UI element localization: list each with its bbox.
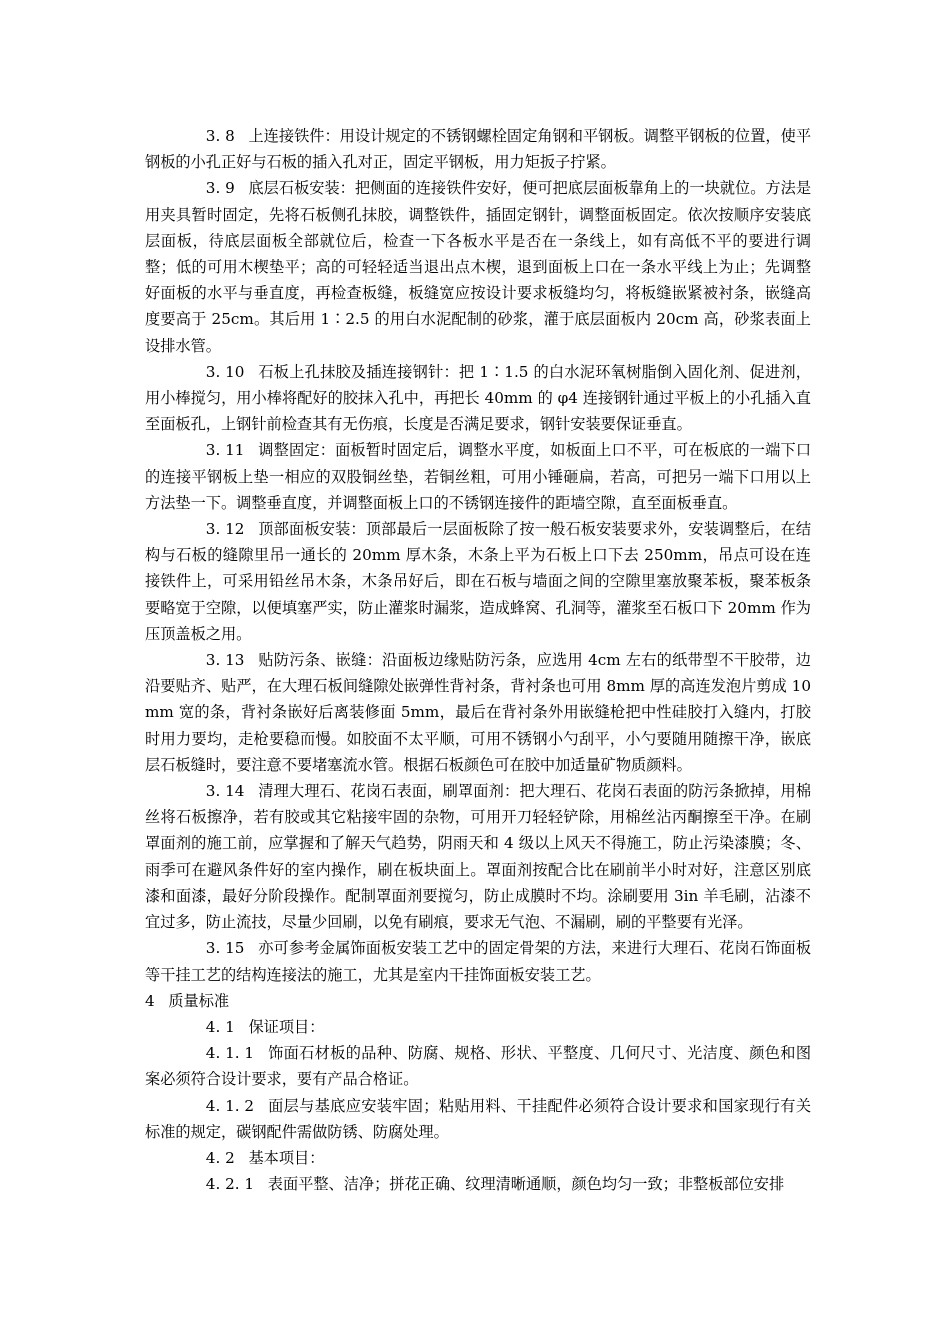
- paragraph-number: 4. 1. 2: [205, 1096, 255, 1115]
- paragraph-4-2: [145, 1145, 811, 1171]
- paragraph-4-1-2: [145, 1093, 811, 1145]
- paragraph-number: 3. 10: [205, 362, 245, 381]
- paragraph-text: 上连接铁件：用设计规定的不锈钢螺栓固定角钢和平钢板。调整平钢板的位置，使平钢板的小孔正好与石板的插入孔对正，固定平钢板，用力矩扳子拧紧。: [145, 127, 811, 172]
- paragraph-3-8: [145, 123, 811, 175]
- paragraph-3-15: [145, 935, 811, 987]
- paragraph-text: 保证项目：: [248, 1017, 325, 1036]
- paragraph-4-2-1: [145, 1171, 811, 1197]
- paragraph-number: 4. 2: [205, 1148, 235, 1167]
- paragraph-number: 3. 8: [205, 127, 235, 145]
- paragraph-3-10: [145, 359, 811, 438]
- section-heading: [145, 988, 811, 1014]
- paragraph-text: 饰面石材板的品种、防腐、规格、形状、平整度、几何尺寸、光洁度、颜色和图案必须符合设计要求，要有产品合格证。: [145, 1044, 811, 1089]
- paragraph-4-1-1: [145, 1040, 811, 1092]
- paragraph-3-11: [145, 437, 811, 516]
- paragraph-text: 清理大理石、花岗石表面，刷罩面剂：把大理石、花岗石表面的防污条掀掉，用棉丝将石板擦净，若有胶或其它粘接牢固的杂物，可用开刀轻轻铲除，用棉丝沾丙酮擦至干净。在刷罩面剂的施工前，应掌握和了解天气趋势，阴雨天和 4 级以上风天不得施工，防止污染漆膜；冬、雨季可在避风条件好的室内操作，刷在板块面上。罩面剂按配合比在刷前半小时对好，注意区别底漆和面漆，最好分阶段操作。配制罩面剂要搅匀，防止成膜时不均。涂刷要用 3in 羊毛刷，沾漆不宜过多，防止流技，尽量少回刷，以免有刷痕，要求无气泡、不漏刷，刷的平整要有光泽。: [145, 782, 811, 932]
- paragraph-text: 贴防污条、嵌缝：沿面板边缘贴防污条，应选用 4cm 左右的纸带型不干胶带，边沿要贴齐、贴严，在大理石板间缝隙处嵌弹性背衬条，背衬条也可用 8mm 厚的高连发泡片剪成 10mm 宽的条，背衬条嵌好后离装修面 5mm，最后在背衬条外用嵌缝枪把中性硅胶打入缝内，打胶时用力要均，走枪要稳而慢。如胶面不太平顺，可用不锈钢小勺刮平，小勺要随用随擦干净，嵌底层石板缝时，要注意不要堵塞流水管。根据石板颜色可在胶中加适量矿物质颜料。: [145, 651, 811, 774]
- paragraph-3-14: [145, 778, 811, 935]
- paragraph-number: 3. 9: [205, 179, 235, 198]
- paragraph-number: 4. 1. 1: [205, 1044, 255, 1063]
- paragraph-text: 表面平整、洁净；拼花正确、纹理清晰通顺，颜色均匀一致；非整板部位安排: [267, 1175, 785, 1194]
- section-title: 质量标准: [168, 991, 230, 1010]
- paragraph-text: 调整固定：面板暂时固定后，调整水平度，如板面上口不平，可在板底的一端下口的连接平钢板上垫一相应的双股铜丝垫，若铜丝粗，可用小锤砸扁，若高，可把另一端下口用以上方法垫一下。调整垂直度，并调整面板上口的不锈钢连接件的距墙空隙，直至面板垂直。: [145, 441, 811, 512]
- paragraph-3-12: [145, 516, 811, 647]
- paragraph-number: 3. 11: [205, 441, 245, 460]
- paragraph-number: 3. 12: [205, 520, 245, 539]
- section-number: 4: [145, 991, 155, 1010]
- paragraph-number: 3. 15: [205, 939, 245, 958]
- paragraph-number: 3. 13: [205, 651, 245, 670]
- paragraph-text: 顶部面板安装：顶部最后一层面板除了按一般石板安装要求外，安装调整后，在结构与石板的缝隙里吊一通长的 20mm 厚木条，木条上平为石板上口下去 250mm，吊点可设在连接铁件上，可采用铅丝吊木条，木条吊好后，即在石板与墙面之间的空隙里塞放聚苯板，聚苯板条要略宽于空隙，以便填塞严实，防止灌浆时漏浆，造成蜂窝、孔洞等，灌浆至石板口下 20mm 作为压顶盖板之用。: [145, 520, 811, 643]
- paragraph-number: 4. 2. 1: [205, 1175, 255, 1194]
- paragraph-text: 面层与基底应安装牢固；粘贴用料、干挂配件必须符合设计要求和国家现行有关标准的规定，碳钢配件需做防锈、防腐处理。: [145, 1096, 811, 1141]
- paragraph-text: 基本项目：: [248, 1148, 325, 1167]
- document-body: [145, 123, 811, 1197]
- paragraph-4-1: [145, 1014, 811, 1040]
- paragraph-3-9: [145, 175, 811, 358]
- paragraph-number: 3. 14: [205, 782, 245, 801]
- paragraph-text: 石板上孔抹胶及插连接钢针：把 1∶1.5 的白水泥环氧树脂倒入固化剂、促进剂，用小棒搅匀，用小棒将配好的胶抹入孔中，再把长 40mm 的 φ4 连接钢针通过平板上的小孔插入直至面板孔，上钢针前检查其有无伤痕，长度是否满足要求，钢针安装要保证垂直。: [145, 362, 811, 434]
- paragraph-text: 底层石板安装：把侧面的连接铁件安好，便可把底层面板靠角上的一块就位。方法是用夹具暂时固定，先将石板侧孔抹胶，调整铁件，插固定钢针，调整面板固定。依次按顺序安装底层面板，待底层面板全部就位后，检查一下各板水平是否在一条线上，如有高低不平的要进行调整；低的可用木楔垫平；高的可轻轻适当退出点木楔，退到面板上口在一条水平线上为止；先调整好面板的水平与垂直度，再检查板缝，板缝宽应按设计要求板缝均匀，将板缝嵌紧被衬条，嵌缝高度要高于 25cm。其后用 1∶2.5 的用白水泥配制的砂浆，灌于底层面板内 20cm 高，砂浆表面上设排水管。: [145, 179, 811, 355]
- paragraph-text: 亦可参考金属饰面板安装工艺中的固定骨架的方法，来进行大理石、花岗石饰面板等干挂工艺的结构连接法的施工，尤其是室内干挂饰面板安装工艺。: [145, 939, 811, 984]
- paragraph-3-13: [145, 647, 811, 778]
- paragraph-number: 4. 1: [205, 1017, 235, 1036]
